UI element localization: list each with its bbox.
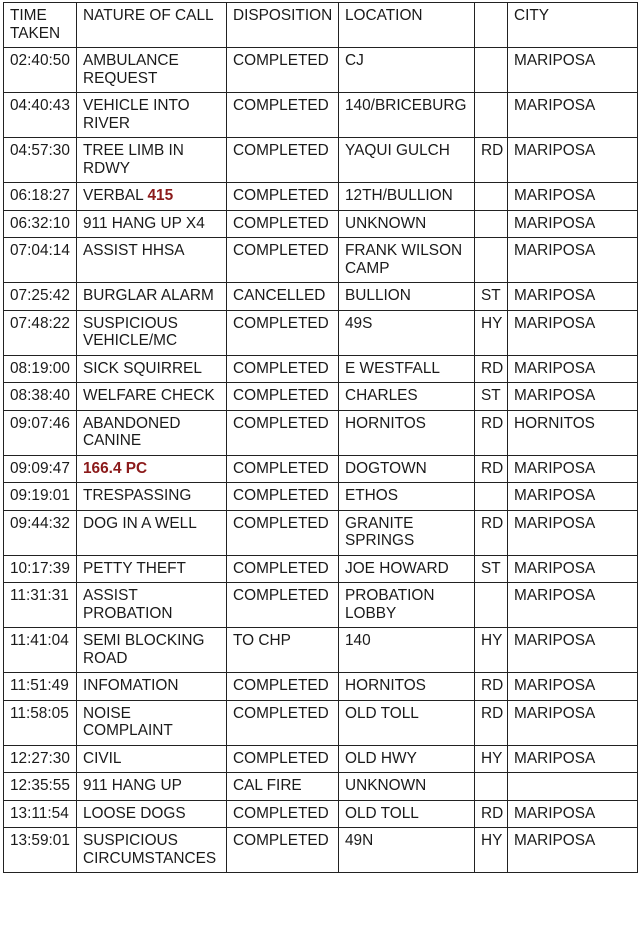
cell-disposition: COMPLETED (227, 138, 339, 183)
cell-location: 12TH/BULLION (339, 183, 475, 211)
cell-nature (77, 455, 227, 483)
cell-location: 140/BRICEBURG (339, 93, 475, 138)
cell-city: MARIPOSA (508, 828, 638, 873)
cell-disposition: COMPLETED (227, 455, 339, 483)
nature-text: WELFARE CHECK (83, 387, 215, 404)
cell-location: BULLION (339, 283, 475, 311)
cell-time: 07:48:22 (4, 310, 77, 355)
cell-disposition: COMPLETED (227, 93, 339, 138)
cell-location: HORNITOS (339, 410, 475, 455)
cell-disposition: COMPLETED (227, 700, 339, 745)
table-row (4, 310, 638, 355)
cell-disposition: COMPLETED (227, 238, 339, 283)
cell-nature (77, 510, 227, 555)
header-suffix (475, 3, 508, 48)
cell-location: CHARLES (339, 383, 475, 411)
cell-city: MARIPOSA (508, 238, 638, 283)
table-row (4, 828, 638, 873)
cell-nature (77, 773, 227, 801)
header-nature: NATURE OF CALL (77, 3, 227, 48)
nature-text: 911 HANG UP X4 (83, 214, 205, 232)
cell-disposition: COMPLETED (227, 673, 339, 701)
cell-nature (77, 238, 227, 283)
cell-time: 07:25:42 (4, 283, 77, 311)
cell-disposition: COMPLETED (227, 828, 339, 873)
nature-text: PETTY THEFT (83, 559, 186, 577)
cell-time: 09:09:47 (4, 455, 77, 483)
cell-city: MARIPOSA (508, 455, 638, 483)
cell-disposition: COMPLETED (227, 383, 339, 411)
cell-location: 49N (339, 828, 475, 873)
cell-location: GRANITE SPRINGS (339, 510, 475, 555)
cell-time: 04:40:43 (4, 93, 77, 138)
cell-nature (77, 483, 227, 511)
cell-suffix: RD (475, 355, 508, 383)
cell-location: OLD TOLL (339, 800, 475, 828)
cell-disposition: COMPLETED (227, 800, 339, 828)
cell-city: MARIPOSA (508, 138, 638, 183)
cell-suffix (475, 48, 508, 93)
cell-suffix: RD (475, 510, 508, 555)
cell-suffix (475, 773, 508, 801)
cell-time: 07:04:14 (4, 238, 77, 283)
cell-location: PROBATION LOBBY (339, 583, 475, 628)
cell-nature (77, 745, 227, 773)
cell-location: FRANK WILSON CAMP (339, 238, 475, 283)
cell-disposition: COMPLETED (227, 183, 339, 211)
cell-disposition: COMPLETED (227, 483, 339, 511)
cell-city: MARIPOSA (508, 210, 638, 238)
cell-disposition: COMPLETED (227, 745, 339, 773)
cell-time: 09:07:46 (4, 410, 77, 455)
nature-text: VEHICLE INTO RIVER (83, 97, 190, 132)
table-row (4, 483, 638, 511)
cell-disposition: CAL FIRE (227, 773, 339, 801)
cell-suffix: ST (475, 383, 508, 411)
cell-city: MARIPOSA (508, 628, 638, 673)
cell-nature (77, 48, 227, 93)
cell-suffix: ST (475, 283, 508, 311)
table-row (4, 210, 638, 238)
table-row (4, 673, 638, 701)
cell-location: CJ (339, 48, 475, 93)
nature-code-highlight: 166.4 PC (83, 459, 148, 477)
cell-time: 13:59:01 (4, 828, 77, 873)
nature-text: TREE LIMB IN RDWY (83, 142, 184, 177)
cell-time: 06:32:10 (4, 210, 77, 238)
nature-text: VERBAL (83, 187, 148, 204)
table-row (4, 555, 638, 583)
cell-nature (77, 583, 227, 628)
cell-city: MARIPOSA (508, 555, 638, 583)
cell-suffix: RD (475, 800, 508, 828)
cell-time: 11:58:05 (4, 700, 77, 745)
nature-text: NOISE COMPLAINT (83, 704, 173, 739)
cell-city: MARIPOSA (508, 510, 638, 555)
cell-city: MARIPOSA (508, 800, 638, 828)
cell-time: 13:11:54 (4, 800, 77, 828)
cell-city: MARIPOSA (508, 48, 638, 93)
cell-disposition: COMPLETED (227, 355, 339, 383)
cell-nature (77, 700, 227, 745)
cell-city: MARIPOSA (508, 673, 638, 701)
table-row (4, 383, 638, 411)
nature-text: TRESPASSING (83, 487, 192, 504)
cell-suffix: RD (475, 138, 508, 183)
cell-suffix: RD (475, 700, 508, 745)
nature-text: SICK SQUIRREL (83, 359, 202, 377)
cell-time: 02:40:50 (4, 48, 77, 93)
header-city: CITY (508, 3, 638, 48)
nature-text: ABANDONED CANINE (83, 414, 181, 449)
nature-text: SUSPICIOUS CIRCUMSTANCES (83, 832, 217, 867)
cell-time: 12:35:55 (4, 773, 77, 801)
cell-city: MARIPOSA (508, 483, 638, 511)
cell-time: 04:57:30 (4, 138, 77, 183)
cell-disposition: COMPLETED (227, 510, 339, 555)
cell-nature (77, 183, 227, 211)
header-location: LOCATION (339, 3, 475, 48)
table-row (4, 455, 638, 483)
cell-location: OLD TOLL (339, 700, 475, 745)
table-row (4, 183, 638, 211)
cell-city: MARIPOSA (508, 700, 638, 745)
cell-nature (77, 283, 227, 311)
table-row (4, 238, 638, 283)
cell-location: OLD HWY (339, 745, 475, 773)
cell-nature (77, 828, 227, 873)
cell-suffix: RD (475, 455, 508, 483)
cell-city: HORNITOS (508, 410, 638, 455)
cell-disposition: COMPLETED (227, 583, 339, 628)
cell-time: 09:19:01 (4, 483, 77, 511)
nature-text: 911 HANG UP (83, 777, 182, 794)
nature-code-highlight: 415 (147, 187, 174, 204)
cell-city: MARIPOSA (508, 310, 638, 355)
cell-time: 10:17:39 (4, 555, 77, 583)
nature-text: INFOMATION (83, 677, 179, 694)
cell-city (508, 773, 638, 801)
cell-nature (77, 355, 227, 383)
table-row (4, 93, 638, 138)
table-row (4, 773, 638, 801)
cell-location: JOE HOWARD (339, 555, 475, 583)
cell-time: 08:38:40 (4, 383, 77, 411)
cell-suffix: RD (475, 410, 508, 455)
table-row (4, 800, 638, 828)
cell-city: MARIPOSA (508, 745, 638, 773)
cell-location: YAQUI GULCH (339, 138, 475, 183)
cell-location: E WESTFALL (339, 355, 475, 383)
cell-time: 12:27:30 (4, 745, 77, 773)
cell-nature (77, 555, 227, 583)
nature-text: BURGLAR ALARM (83, 287, 214, 304)
header-disposition: DISPOSITION (227, 3, 339, 48)
cell-location: 49S (339, 310, 475, 355)
header-row (4, 3, 638, 48)
cell-time: 06:18:27 (4, 183, 77, 211)
cell-location: DOGTOWN (339, 455, 475, 483)
cell-nature (77, 800, 227, 828)
table-row (4, 283, 638, 311)
cell-nature (77, 383, 227, 411)
cell-city: MARIPOSA (508, 283, 638, 311)
cell-disposition: COMPLETED (227, 310, 339, 355)
cell-suffix (475, 238, 508, 283)
cell-disposition: COMPLETED (227, 555, 339, 583)
cell-disposition: COMPLETED (227, 410, 339, 455)
cell-time: 11:51:49 (4, 673, 77, 701)
cell-disposition: CANCELLED (227, 283, 339, 311)
cell-city: MARIPOSA (508, 93, 638, 138)
cell-suffix (475, 483, 508, 511)
cell-location: UNKNOWN (339, 773, 475, 801)
call-log-table (3, 2, 638, 873)
table-row (4, 410, 638, 455)
nature-text: ASSIST PROBATION (83, 587, 173, 622)
table-row (4, 138, 638, 183)
cell-nature (77, 628, 227, 673)
cell-time: 09:44:32 (4, 510, 77, 555)
cell-disposition: TO CHP (227, 628, 339, 673)
cell-nature (77, 310, 227, 355)
nature-text: DOG IN A WELL (83, 514, 197, 532)
table-row (4, 700, 638, 745)
cell-location: HORNITOS (339, 673, 475, 701)
table-row (4, 510, 638, 555)
cell-city: MARIPOSA (508, 583, 638, 628)
cell-nature (77, 138, 227, 183)
cell-suffix: ST (475, 555, 508, 583)
nature-text: SEMI BLOCKING ROAD (83, 632, 205, 667)
cell-suffix: RD (475, 673, 508, 701)
header-time: TIME TAKEN (4, 3, 77, 48)
cell-city: MARIPOSA (508, 355, 638, 383)
table-row (4, 628, 638, 673)
nature-text: ASSIST HHSA (83, 242, 185, 259)
table-row (4, 355, 638, 383)
cell-nature (77, 673, 227, 701)
cell-nature (77, 410, 227, 455)
cell-suffix: HY (475, 828, 508, 873)
nature-text: SUSPICIOUS VEHICLE/MC (83, 314, 178, 349)
cell-city: MARIPOSA (508, 383, 638, 411)
cell-nature (77, 93, 227, 138)
cell-time: 11:41:04 (4, 628, 77, 673)
cell-disposition: COMPLETED (227, 48, 339, 93)
table-row (4, 583, 638, 628)
cell-nature (77, 210, 227, 238)
cell-location: UNKNOWN (339, 210, 475, 238)
cell-suffix (475, 183, 508, 211)
cell-city: MARIPOSA (508, 183, 638, 211)
nature-text: AMBULANCE REQUEST (83, 52, 179, 87)
cell-suffix: HY (475, 628, 508, 673)
cell-disposition: COMPLETED (227, 210, 339, 238)
nature-text: LOOSE DOGS (83, 804, 186, 822)
cell-suffix (475, 583, 508, 628)
cell-location: ETHOS (339, 483, 475, 511)
cell-location: 140 (339, 628, 475, 673)
nature-text: CIVIL (83, 749, 122, 767)
cell-time: 08:19:00 (4, 355, 77, 383)
table-row (4, 745, 638, 773)
cell-suffix: HY (475, 310, 508, 355)
cell-suffix (475, 93, 508, 138)
cell-time: 11:31:31 (4, 583, 77, 628)
cell-suffix (475, 210, 508, 238)
table-row (4, 48, 638, 93)
cell-suffix: HY (475, 745, 508, 773)
